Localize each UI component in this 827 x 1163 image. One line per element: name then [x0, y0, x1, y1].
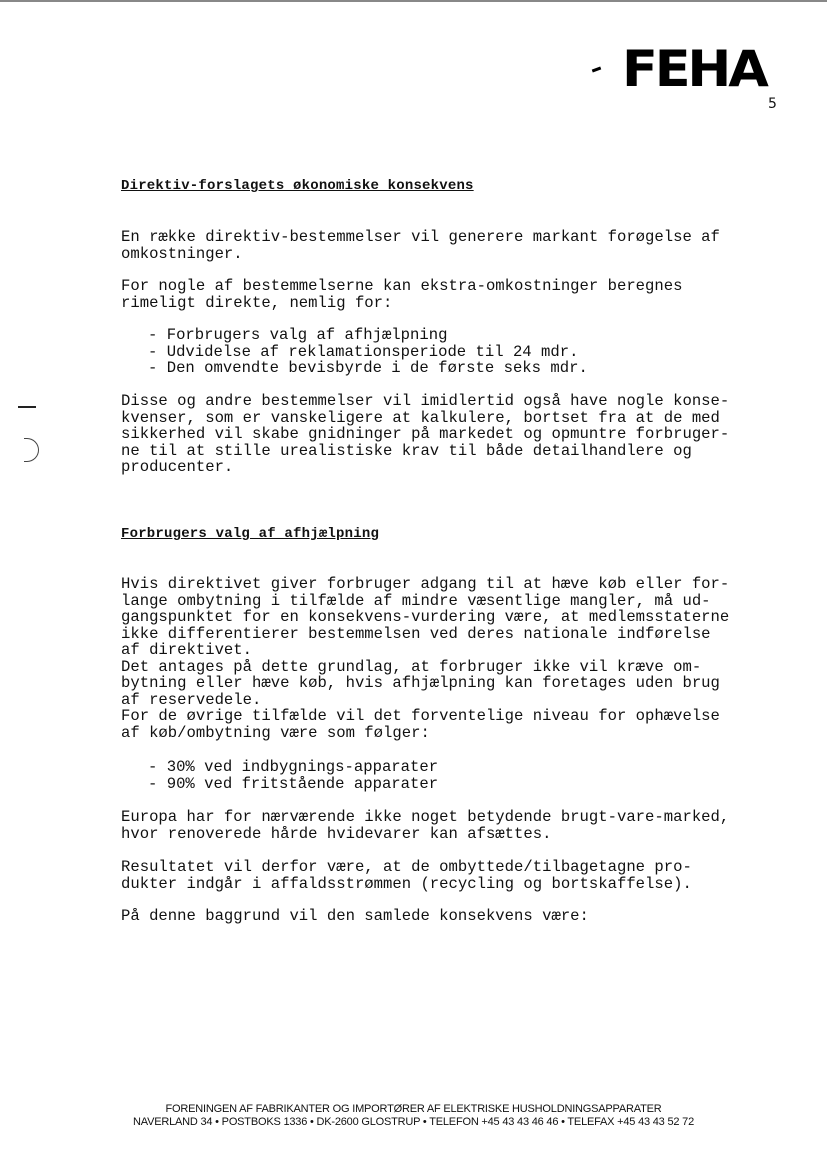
list-item: - 90% ved fritstående apparater: [148, 774, 439, 793]
paragraph-directive-remedy: Hvis direktivet giver forbruger adgang til at hæve køb eller for- lange ombytning i tilfælde af mindre væsentlige mangler, må ud- gangspunktet for en konsekvens-vurdering være, at medlemsstaterne ikke differentierer bestemmelsen ved deres nationale indførelse af direktivet. Det antages på dette grundlag, at forbruger ikke vil kræve om- bytning eller hæve køb, hvis afhjælpning kan foretages uden brug af reservedele. For de øvrige tilfælde vil det forventelige niveau for ophævelse af køb/ombytning være som følger:: [121, 575, 730, 742]
section-heading-economic-consequences: Direktiv-forslagets økonomiske konsekvens: [121, 178, 474, 194]
scan-top-rule: [0, 0, 827, 2]
paragraph-cost-increase: En række direktiv-bestemmelser vil generere markant forøgelse af omkostninger.: [121, 228, 720, 263]
list-item: - Udvidelse af reklamationsperiode til 24 mdr.: [148, 342, 579, 361]
paragraph-used-market: Europa har for nærværende ikke noget betydende brugt-vare-marked, hvor renoverede hårde hvidevarer kan afsættes.: [121, 808, 730, 843]
paragraph-total-consequence: På denne baggrund vil den samlede konsekvens være:: [121, 907, 589, 925]
list-item: - Den omvendte bevisbyrde i de første seks mdr.: [148, 359, 588, 377]
feha-logo: FEHA: [622, 40, 766, 98]
margin-mark: [18, 406, 36, 408]
section-heading-consumer-remedy: Forbrugers valg af afhjælpning: [121, 526, 380, 542]
paragraph-waste-stream: Resultatet vil derfor være, at de ombyttede/tilbagetagne pro- dukter indgår i affaldsstrømmen (recycling og bortskaffelse).: [121, 858, 692, 893]
paragraph-other-consequences: Disse og andre bestemmelser vil imidlertid også have nogle konse- kvenser, som er vanskeligere at kalkulere, bortset fra at de med sikkerhed vil skabe gnidninger på markedet og opmuntre forbruger- ne til at stille urealistiske krav til både detailhandlere og producenter.: [121, 392, 730, 476]
paragraph-direct-costs: For nogle af bestemmelserne kan ekstra-omkostninger beregnes rimeligt direkte, nemlig for:: [121, 277, 683, 312]
rescission-rates-list: [148, 759, 438, 792]
footer-address: NAVERLAND 34 • POSTBOKS 1336 • DK-2600 GLOSTRUP • TELEFON +45 43 43 46 46 • TELEFAX +45 43 43 52 72: [133, 1116, 694, 1128]
punch-hole-mark: [24, 438, 39, 462]
list-item: - Forbrugers valg af afhjælpning: [148, 326, 448, 344]
list-item: - 30% ved indbygnings-apparater: [148, 758, 439, 776]
page-number: 5: [768, 96, 777, 112]
cost-items-list: [148, 327, 588, 377]
footer-organization: FORENINGEN AF FABRIKANTER OG IMPORTØRER AF ELEKTRISKE HUSHOLDNINGSAPPARATER: [165, 1103, 662, 1115]
logo-dash-mark: [592, 67, 601, 73]
